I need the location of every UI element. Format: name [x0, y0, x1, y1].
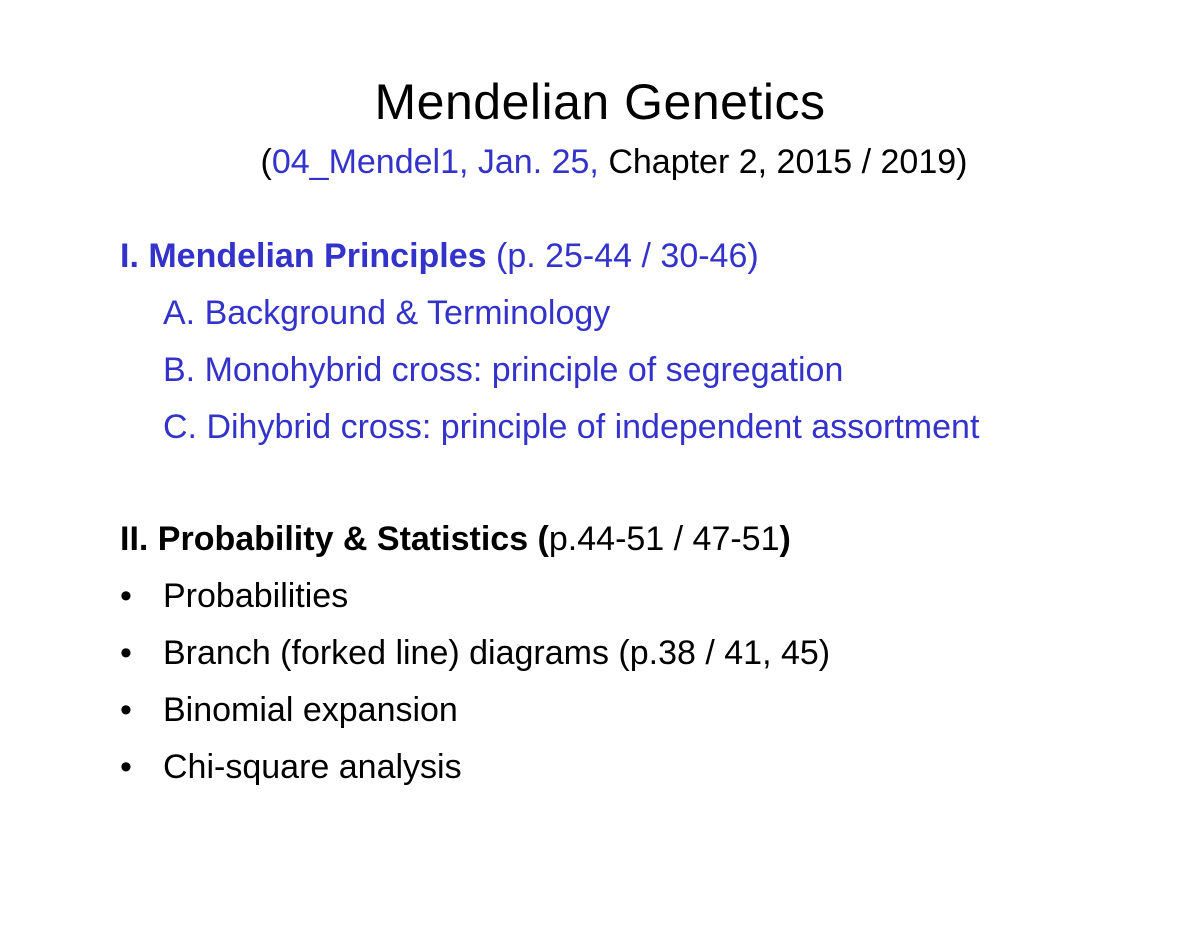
subtitle-chapter: Chapter 2, 2015 / 2019): [598, 143, 968, 181]
section2-paren-close: ): [779, 520, 791, 558]
bullet-dot-icon: •: [120, 691, 132, 729]
bullet-branch-diagrams: [120, 631, 830, 675]
section1-pages: (p. 25-44 / 30-46): [486, 237, 759, 275]
bullet-text: Binomial expansion: [163, 691, 458, 729]
slide-title: Mendelian Genetics: [374, 74, 826, 130]
bullet-dot-icon: •: [120, 748, 132, 786]
bullet-text: Chi-square analysis: [163, 748, 462, 786]
bullet-text: Branch (forked line) diagrams (p.38 / 41, 45): [163, 634, 831, 672]
section2-pages: p.44-51 / 47-51: [548, 520, 780, 558]
subtitle-lecture-date: 04_Mendel1, Jan. 25,: [271, 143, 599, 181]
section1-item-c: C. Dihybrid cross: principle of independent assortment: [163, 408, 980, 446]
section2-paren-open: (: [528, 520, 549, 558]
bullet-text: Probabilities: [163, 577, 349, 615]
slide-subtitle: [0, 140, 1200, 184]
section1-item-a: A. Background & Terminology: [163, 294, 611, 332]
section1-heading-text: I. Mendelian Principles: [120, 237, 487, 275]
subtitle-paren-open: (: [260, 143, 272, 181]
bullet-probabilities: [120, 574, 348, 618]
section2-heading-text: II. Probability & Statistics: [120, 520, 529, 558]
bullet-chi-square: [120, 745, 462, 789]
bullet-dot-icon: •: [120, 577, 132, 615]
section1-item-b: B. Monohybrid cross: principle of segregation: [163, 351, 844, 389]
bullet-dot-icon: •: [120, 634, 132, 672]
section2-heading: [120, 517, 791, 561]
bullet-binomial-expansion: [120, 688, 458, 732]
section1-heading: [120, 234, 759, 278]
